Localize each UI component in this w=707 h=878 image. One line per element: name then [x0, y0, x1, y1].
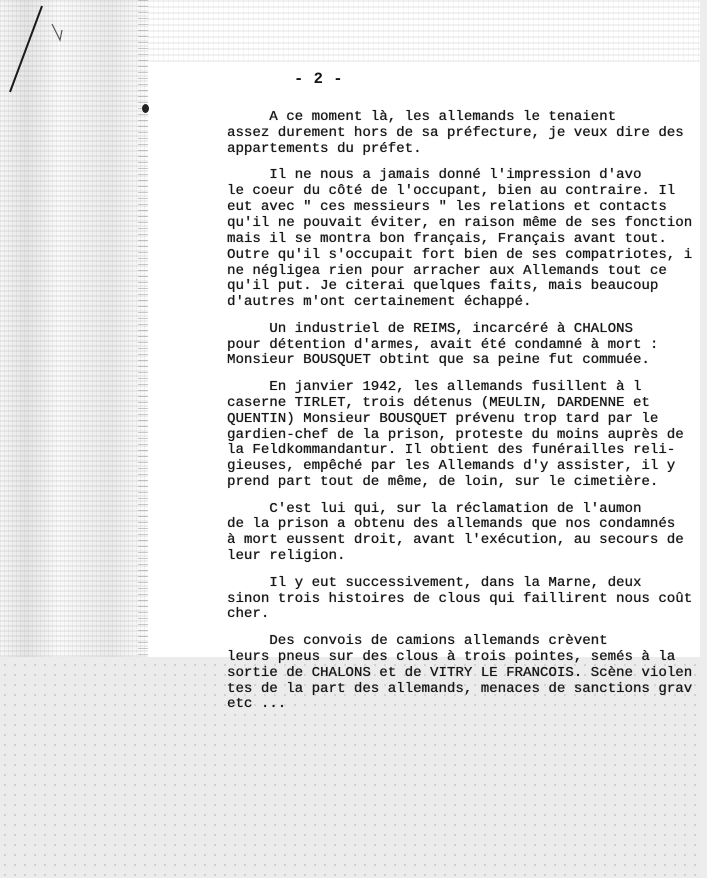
text-line: leurs pneus sur des clous à trois pointes, semés à la: [227, 648, 676, 665]
text-line: qu'il ne pouvait éviter, en raison même de ses fonction: [227, 214, 693, 231]
text-line: Un industriel de REIMS, incarcéré à CHALONS: [227, 320, 633, 337]
text-line: Il y eut successivement, dans la Marne, deux: [227, 574, 642, 591]
typed-letter-body: [227, 110, 707, 724]
text-line: la Feldkommandantur. Il obtient des funérailles reli-: [227, 442, 676, 459]
text-line: Il ne nous a jamais donné l'impression d'avo: [227, 167, 642, 184]
page-corner-mark: [0, 0, 160, 120]
paragraph: [227, 502, 707, 566]
text-line: qu'il put. Je citerai quelques faits, mais beaucoup: [227, 278, 659, 295]
text-line: En janvier 1942, les allemands fusillent à l: [227, 378, 642, 395]
text-line: à mort eussent droit, avant l'exécution, au secours de: [227, 532, 684, 549]
text-line: Outre qu'il s'occupait fort bien de ses compatriotes, i: [227, 246, 693, 263]
text-line: sinon trois histoires de clous qui faillirent nous coût: [227, 590, 693, 607]
text-line: d'autres m'ont certainement échappé.: [227, 294, 532, 311]
page-number: - 2 -: [294, 70, 344, 88]
text-line: C'est lui qui, sur la réclamation de l'aumon: [227, 500, 642, 517]
text-line: assez durement hors de sa préfecture, je veux dire des: [227, 124, 684, 141]
ink-blot: [142, 104, 149, 113]
paragraph: [227, 380, 707, 491]
text-line: Monsieur BOUSQUET obtint que sa peine fut commuée.: [227, 352, 650, 369]
text-line: Des convois de camions allemands crèvent: [227, 632, 608, 649]
paragraph: [227, 634, 707, 713]
text-line: sortie de CHALONS et de VITRY LE FRANCOIS. Scène violen: [227, 664, 693, 681]
text-line: QUENTIN) Monsieur BOUSQUET prévenu trop tard par le: [227, 410, 659, 427]
text-line: mais il se montra bon français, Français avant tout.: [227, 230, 667, 247]
scan-top-noise: [148, 0, 700, 62]
text-line: de la prison a obtenu des allemands que nos condamnés: [227, 516, 676, 533]
text-line: pour détention d'armes, avait été condamné à mort :: [227, 336, 659, 353]
paragraph: [227, 110, 707, 158]
text-line: gieuses, empêché par les Allemands d'y assister, il y: [227, 458, 676, 475]
text-line: etc ...: [227, 696, 287, 713]
text-line: le coeur du côté de l'occupant, bien au contraire. Il: [227, 183, 676, 200]
text-line: eut avec " ces messieurs " les relations et contacts: [227, 198, 667, 215]
paragraph: [227, 322, 707, 370]
paragraph: [227, 576, 707, 624]
text-line: gardien-chef de la prison, proteste du moins auprès de: [227, 426, 684, 443]
text-line: cher.: [227, 606, 270, 623]
text-line: prend part tout de même, de loin, sur le cimetière.: [227, 474, 659, 491]
text-line: ne négligea rien pour arracher aux Allemands tout ce: [227, 262, 667, 279]
paragraph: [227, 168, 707, 311]
text-line: tes de la part des allemands, menaces de sanctions grav: [227, 680, 693, 697]
text-line: appartements du préfet.: [227, 140, 422, 157]
text-line: A ce moment là, les allemands le tenaient: [227, 109, 617, 125]
text-line: caserne TIRLET, trois détenus (MEULIN, DARDENNE et: [227, 394, 650, 411]
text-line: leur religion.: [227, 548, 346, 565]
